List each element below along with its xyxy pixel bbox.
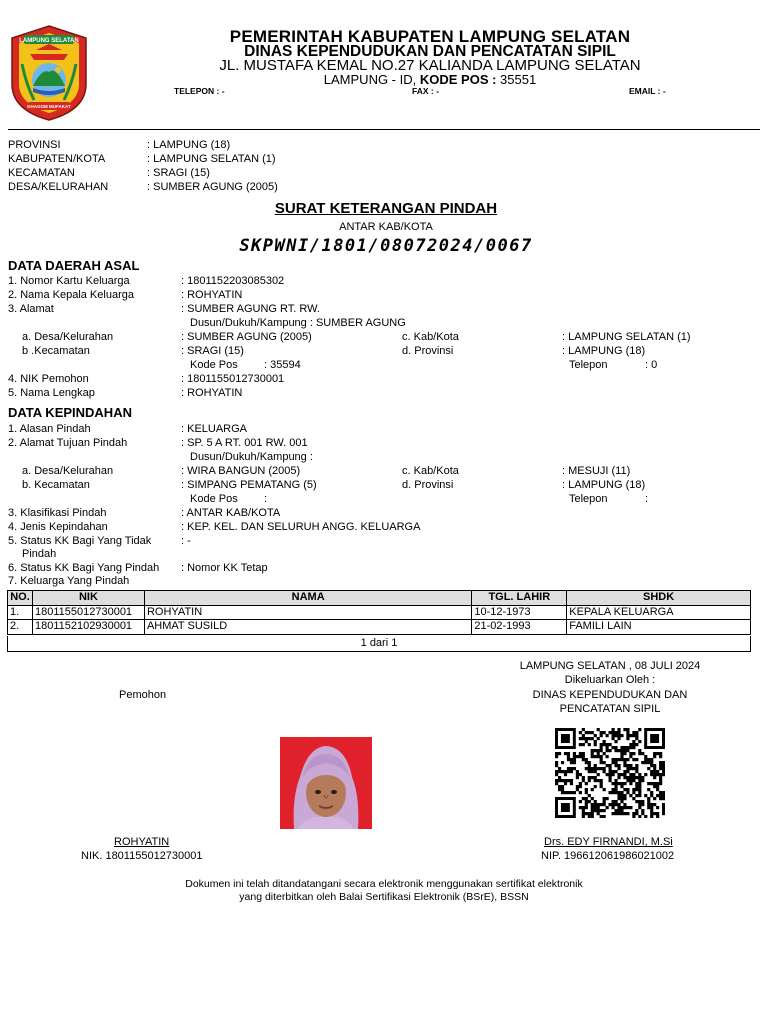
destination-address-value: : SP. 5 A RT. 001 RW. 001 [181,437,308,449]
cell-name: AHMAT SUSILD [144,620,471,635]
origin-district-label: b .Kecamatan [22,345,90,357]
origin-phone-value: : 0 [645,359,658,371]
table-row [8,620,751,635]
qr-code [555,728,665,818]
destination-phone-value: : [645,493,649,505]
issue-place-date: LAMPUNG SELATAN , 08 JULI 2024 [519,660,701,672]
destination-village-value: : WIRA BANGUN (2005) [181,465,301,477]
cell-nik: 1801155012730001 [32,605,144,620]
origin-kk-value: : 1801152203085302 [181,275,285,287]
header-postcode-value: 35551 [496,72,537,87]
cell-birthdate: 10-12-1973 [472,605,567,620]
electronic-signature-note-line1: Dokumen ini telah ditandatangani secara elektronik menggunakan sertifikat elektronik [185,878,583,890]
header-address: JL. MUSTAFA KEMAL NO.27 KALIANDA LAMPUNG SELATAN [219,57,641,74]
table-row [8,605,751,620]
origin-phone-label: Telepon [569,359,608,371]
region-village-value: : SUMBER AGUNG (2005) [147,181,278,193]
destination-postcode-value: : [264,493,268,505]
applicant-photo [280,737,372,829]
applicant-nik-label: 4. NIK Pemohon [8,373,89,385]
cell-relationship: FAMILI LAIN [567,620,751,635]
region-regency-label: KABUPATEN/KOTA [8,153,106,165]
header-agency: DINAS KEPENDUDUKAN DAN PENCATATAN SIPIL [244,43,616,60]
document-number: SKPWNI/1801/08072024/0067 [239,236,533,256]
applicant-nik-value: : 1801155012730001 [181,373,285,385]
logo-text-top: LAMPUNG SELATAN [19,38,79,44]
cell-name: ROHYATIN [144,605,471,620]
destination-phone-label: Telepon [569,493,608,505]
column-header-name: NAMA [144,591,471,606]
destination-district-label: b. Kecamatan [22,479,90,491]
electronic-signature-note-line2: yang diterbitkan oleh Balai Sertifikasi Elektronik (BSrE), BSSN [239,891,529,903]
move-classification-value: : ANTAR KAB/KOTA [181,507,281,519]
header-telephone: TELEPON : - [174,86,225,96]
origin-village-label: a. Desa/Kelurahan [22,331,114,343]
header-postcode-prefix: LAMPUNG - ID, [323,72,420,87]
destination-province-label: d. Provinsi [402,479,454,491]
document-title: SURAT KETERANGAN PINDAH [274,200,498,217]
applicant-caption: Pemohon [119,689,167,701]
header-divider [8,129,760,130]
origin-regency-value: : LAMPUNG SELATAN (1) [562,331,691,343]
origin-section-heading: DATA DAERAH ASAL [8,258,140,273]
applicant-name-label: 5. Nama Lengkap [8,387,95,399]
destination-regency-value: : MESUJI (11) [562,465,631,477]
issuing-office-line2: PENCATATAN SIPIL [559,703,661,715]
cell-nik: 1801152102930001 [32,620,144,635]
table-header-row [8,591,751,606]
official-signature-nip: NIP. 196612061986021002 [541,850,675,862]
region-district-label: KECAMATAN [8,167,75,179]
origin-head-value: : ROHYATIN [181,289,243,301]
region-province-value: : LAMPUNG (18) [147,139,231,151]
origin-regency-label: c. Kab/Kota [402,331,459,343]
move-reason-value: : KELUARGA [181,423,248,435]
origin-postcode-label: Kode Pos [190,359,238,371]
origin-village-value: : SUMBER AGUNG (2005) [181,331,312,343]
applicant-signature-nik: NIK. 1801155012730001 [81,850,203,862]
region-district-value: : SRAGI (15) [147,167,210,179]
destination-district-value: : SIMPANG PEMATANG (5) [181,479,317,491]
logo-text-bottom: KHAGOM MUFAKAT [27,104,71,109]
family-members-table [7,590,751,635]
region-province-label: PROVINSI [8,139,61,151]
moving-family-label: 7. Keluarga Yang Pindah [8,575,130,587]
document-subtitle: ANTAR KAB/KOTA [339,221,433,233]
cell-no: 1. [8,605,33,620]
kk-status-moving-label: 6. Status KK Bagi Yang Pindah [8,562,160,574]
destination-address-label: 2. Alamat Tujuan Pindah [8,437,128,449]
origin-address-label: 3. Alamat [8,303,54,315]
region-regency-value: : LAMPUNG SELATAN (1) [147,153,276,165]
cell-relationship: KEPALA KELUARGA [567,605,751,620]
origin-province-value: : LAMPUNG (18) [562,345,646,357]
move-section-heading: DATA KEPINDAHAN [8,405,132,420]
destination-village-label: a. Desa/Kelurahan [22,465,114,477]
column-header-nik: NIK [32,591,144,606]
column-header-relationship: SHDK [567,591,751,606]
kk-status-staying-label: 5. Status KK Bagi Yang Tidak [8,535,152,547]
origin-kk-label: 1. Nomor Kartu Keluarga [8,275,130,287]
kk-status-staying-label-cont: Pindah [22,548,57,560]
kk-status-moving-value: : Nomor KK Tetap [181,562,268,574]
header-postcode-label: KODE POS : [419,72,497,87]
region-village-label: DESA/KELURAHAN [8,181,109,193]
destination-hamlet: Dusun/Dukuh/Kampung : [190,451,313,463]
move-type-label: 4. Jenis Kepindahan [8,521,108,533]
origin-hamlet: Dusun/Dukuh/Kampung : SUMBER AGUNG [190,317,406,329]
column-header-birthdate: TGL. LAHIR [472,591,567,606]
destination-postcode-label: Kode Pos [190,493,238,505]
origin-province-label: d. Provinsi [402,345,454,357]
column-header-no: NO. [8,591,33,606]
issued-by-label: Dikeluarkan Oleh : [564,674,656,686]
destination-regency-label: c. Kab/Kota [402,465,459,477]
origin-district-value: : SRAGI (15) [181,345,244,357]
header-government: PEMERINTAH KABUPATEN LAMPUNG SELATAN [229,27,631,46]
issuing-office-line1: DINAS KEPENDUDUKAN DAN [532,689,688,701]
applicant-signature-name: ROHYATIN [114,836,170,848]
header-email: EMAIL : - [629,86,666,96]
header-postcode [0,72,768,87]
table-page-info: 1 dari 1 [7,636,751,652]
origin-address-value: : SUMBER AGUNG RT. RW. [181,303,320,315]
cell-no: 2. [8,620,33,635]
move-classification-label: 3. Klasifikasi Pindah [8,507,107,519]
origin-postcode-value: : 35594 [264,359,301,371]
header-fax: FAX : - [412,86,439,96]
applicant-name-value: : ROHYATIN [181,387,243,399]
move-type-value: : KEP. KEL. DAN SELURUH ANGG. KELUARGA [181,521,421,533]
kk-status-staying-value: : - [181,535,191,547]
move-reason-label: 1. Alasan Pindah [8,423,91,435]
official-signature-name: Drs. EDY FIRNANDI, M.Si [544,836,673,848]
cell-birthdate: 21-02-1993 [472,620,567,635]
origin-head-label: 2. Nama Kepala Keluarga [8,289,134,301]
destination-province-value: : LAMPUNG (18) [562,479,646,491]
